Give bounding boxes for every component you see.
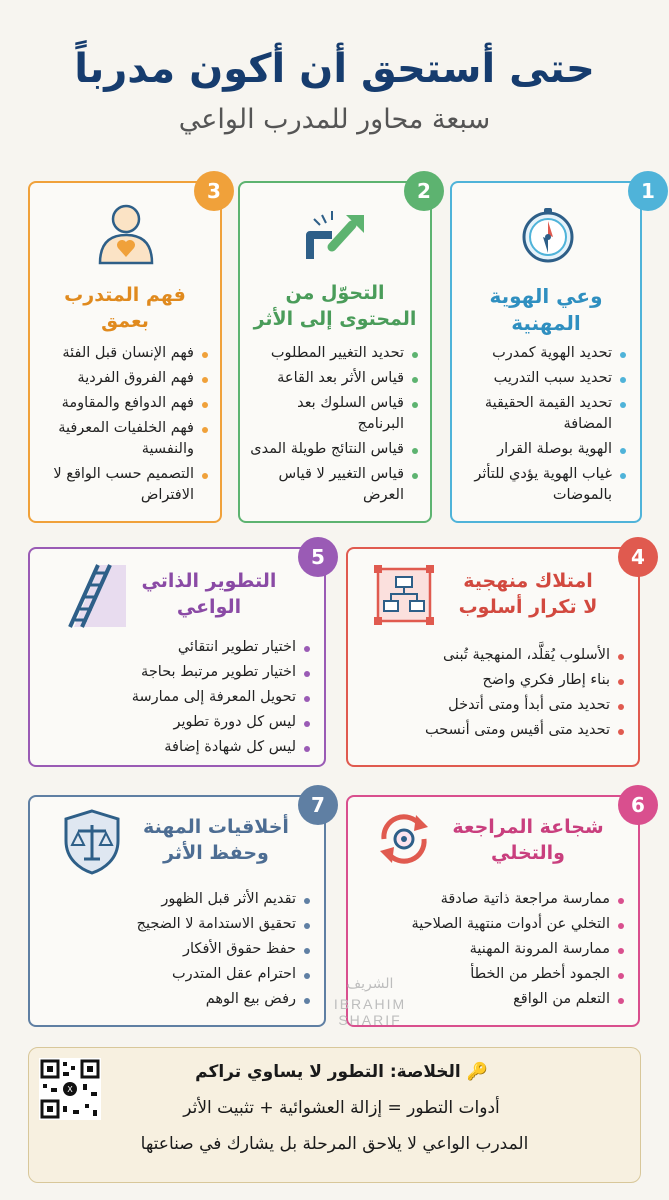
card-7-item-list: [44, 889, 310, 1014]
card-5-title: [134, 569, 284, 620]
list-item: ليس كل شهادة إضافة: [44, 737, 310, 758]
summary-line-3-text: المدرب الواعي لا يلاحق المرحلة بل يشارك في صناعتها: [140, 1134, 529, 1154]
card-4-number-badge: 4: [618, 537, 658, 577]
list-item: تحديد متى أقيس ومتى أنسحب: [362, 720, 624, 741]
list-item: حفظ حقوق الأفكار: [44, 939, 310, 960]
card-1-title-line1: وعي الهوية: [489, 284, 603, 308]
card-7-number-badge: 7: [298, 785, 338, 825]
card-4-title: [448, 569, 608, 620]
summary-line-2-text: أدوات التطور = إزالة العشوائية + تثبيت الأثر: [183, 1098, 500, 1118]
card-2-title: [248, 281, 422, 332]
card-1-title: [462, 283, 630, 337]
card-2-item-list: [248, 343, 418, 510]
list-item: تحديد سبب التدريب: [460, 368, 626, 389]
key-icon: 🔑: [466, 1062, 488, 1082]
summary-box: [28, 1047, 641, 1183]
card-7-title: [136, 815, 296, 866]
summary-line-3: [49, 1134, 620, 1154]
card-4-title-line1: امتلاك منهجية: [463, 570, 593, 592]
list-item: قياس التغيير لا قياس العرض: [248, 464, 418, 506]
card-3-item-list: [38, 343, 208, 510]
card-4-item-list: [362, 645, 624, 745]
card-2-number-badge: 2: [404, 171, 444, 211]
card-1-number-badge: 1: [628, 171, 668, 211]
list-item: اختيار تطوير انتقائي: [44, 637, 310, 658]
card-3-title-line2: بعمق: [101, 309, 149, 332]
page-subtitle: سبعة محاور للمدرب الواعي: [178, 104, 491, 135]
card-2-title-line1: التحوّل من: [285, 282, 385, 304]
card-1-item-list: [460, 343, 626, 510]
list-item: تحديد متى أبدأ ومتى أتدخل: [362, 695, 624, 716]
card-3-number-badge: 3: [194, 171, 234, 211]
list-item: اختيار تطوير مرتبط بحاجة: [44, 662, 310, 683]
list-item: التخلي عن أدوات منتهية الصلاحية: [358, 914, 624, 935]
summary-line-2: [129, 1098, 554, 1118]
card-5-item-list: [44, 637, 310, 762]
list-item: الأسلوب يُقلَّد، المنهجية تُبنى: [362, 645, 624, 666]
card-1-professional-identity: [450, 179, 655, 523]
qr-code-icon[interactable]: [39, 1058, 101, 1120]
summary-line-1-text: الخلاصة: التطور لا يساوي تراكم: [195, 1062, 461, 1082]
card-2-title-line2: المحتوى إلى الأثر: [253, 307, 417, 330]
list-item: التعلم من الواقع: [358, 989, 624, 1010]
card-5-title-line2: الواعي: [176, 595, 242, 618]
author-watermark: [300, 880, 440, 1030]
page-title: حتى أستحق أن أكون مدرباً: [74, 46, 595, 92]
card-7-professional-ethics: [28, 795, 326, 1027]
list-item: فهم الإنسان قبل الفئة: [38, 343, 208, 364]
card-2-content-to-impact: [238, 181, 432, 523]
list-item: بناء إطار فكري واضح: [362, 670, 624, 691]
card-3-title-line1: فهم المتدرب: [64, 284, 186, 306]
list-item: تحقيق الاستدامة لا الضجيج: [44, 914, 310, 935]
card-6-number-badge: 6: [618, 785, 658, 825]
list-item: الهوية بوصلة القرار: [460, 439, 626, 460]
ladder-icon: [64, 561, 128, 631]
card-6-title-line1: شجاعة المراجعة: [452, 816, 604, 838]
card-6-title: [448, 815, 608, 866]
card-5-self-development: [28, 547, 326, 767]
list-item: ممارسة المرونة المهنية: [358, 939, 624, 960]
compass-icon: [518, 205, 578, 265]
list-item: احترام عقل المتدرب: [44, 964, 310, 985]
summary-line-1: [129, 1062, 554, 1082]
list-item: ليس كل دورة تطوير: [44, 712, 310, 733]
list-item: تحديد الهوية كمدرب: [460, 343, 626, 364]
card-3-understanding-learner: [28, 181, 222, 523]
list-item: التصميم حسب الواقع لا الافتراض: [38, 464, 208, 506]
list-item: فهم الدوافع والمقاومة: [38, 393, 208, 414]
list-item: قياس الأثر بعد القاعة: [248, 368, 418, 389]
list-item: قياس النتائج طويلة المدى: [248, 439, 418, 460]
list-item: تحويل المعرفة إلى ممارسة: [44, 687, 310, 708]
card-7-title-line2: وحفظ الأثر: [163, 841, 269, 864]
card-7-title-line1: أخلاقيات المهنة: [143, 816, 289, 838]
list-item: ممارسة مراجعة ذاتية صادقة: [358, 889, 624, 910]
list-item: قياس السلوك بعد البرنامج: [248, 393, 418, 435]
list-item: فهم الفروق الفردية: [38, 368, 208, 389]
list-item: تحديد القيمة الحقيقية المضافة: [460, 393, 626, 435]
watermark-arabic: الشريف: [346, 976, 394, 992]
card-1-title-line2: المهنية: [511, 311, 581, 335]
list-item: الجمود أخطر من الخطأ: [358, 964, 624, 985]
list-item: فهم الخلفيات المعرفية والنفسية: [38, 418, 208, 460]
card-3-title: [38, 283, 212, 334]
scales-shield-icon: [60, 807, 124, 877]
list-item: تحديد التغيير المطلوب: [248, 343, 418, 364]
list-item: تقديم الأثر قبل الظهور: [44, 889, 310, 910]
list-item: غياب الهوية يؤدي للتأثر بالموضات: [460, 464, 626, 506]
framework-diagram-icon: [372, 563, 436, 627]
list-item: رفض بيع الوهم: [44, 989, 310, 1010]
review-cycle-icon: [372, 807, 436, 871]
card-6-title-line2: والتخلي: [491, 841, 565, 864]
card-4-methodology: [346, 545, 645, 767]
svg-text:X: X: [67, 1085, 73, 1094]
person-heart-icon: [96, 201, 156, 265]
card-4-title-line2: لا تكرار أسلوب: [458, 595, 598, 618]
card-5-title-line1: التطوير الذاتي: [141, 570, 277, 592]
watermark-english: IBRAHIM SHARIF: [333, 996, 407, 1028]
transformation-arrow-icon: [302, 207, 372, 267]
card-5-number-badge: 5: [298, 537, 338, 577]
